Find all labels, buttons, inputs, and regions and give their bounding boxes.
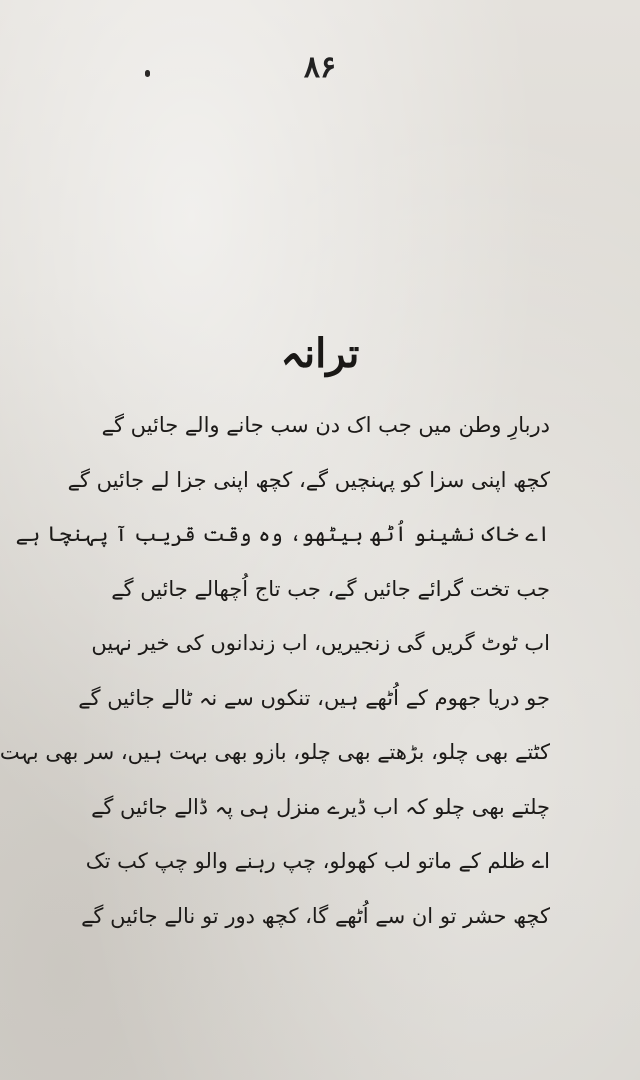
verse-line: چلتے بھی چلو کہ اب ڈیرے منزل ہی پہ ڈالے جائیں گے <box>91 794 550 819</box>
verse-line: جو دریا جھوم کے اُٹھے ہیں، تنکوں سے نہ ٹالے جائیں گے <box>78 685 550 710</box>
verse-line: کچھ اپنی سزا کو پہنچیں گے، کچھ اپنی جزا لے جائیں گے <box>67 467 550 492</box>
poem-verses <box>0 398 550 943</box>
verse-line: جب تخت گرائے جائیں گے، جب تاج اُچھالے جائیں گے <box>111 576 550 601</box>
verse-line: اے خاک نشینو اُٹھ بیٹھو، وہ وقت قریب آ پہنچا ہے <box>15 522 550 546</box>
verse-line: کٹتے بھی چلو، بڑھتے بھی چلو، بازو بھی بہت ہیں، سر بھی بہت <box>0 740 550 764</box>
poem-title: ترانہ <box>280 330 360 377</box>
verse-line: کچھ حشر تو ان سے اُٹھے گا، کچھ دور تو نالے جائیں گے <box>81 903 550 928</box>
verse-line: اے ظلم کے ماتو لب کھولو، چپ رہنے والو چپ کب تک <box>85 849 550 873</box>
page-number: ۸۶ <box>303 50 337 85</box>
ink-speck <box>145 70 150 77</box>
verse-line: دربارِ وطن میں جب اک دن سب جانے والے جائیں گے <box>101 413 550 437</box>
verse-line: اب ٹوٹ گریں گی زنجیریں، اب زندانوں کی خیر نہیں <box>91 631 550 655</box>
